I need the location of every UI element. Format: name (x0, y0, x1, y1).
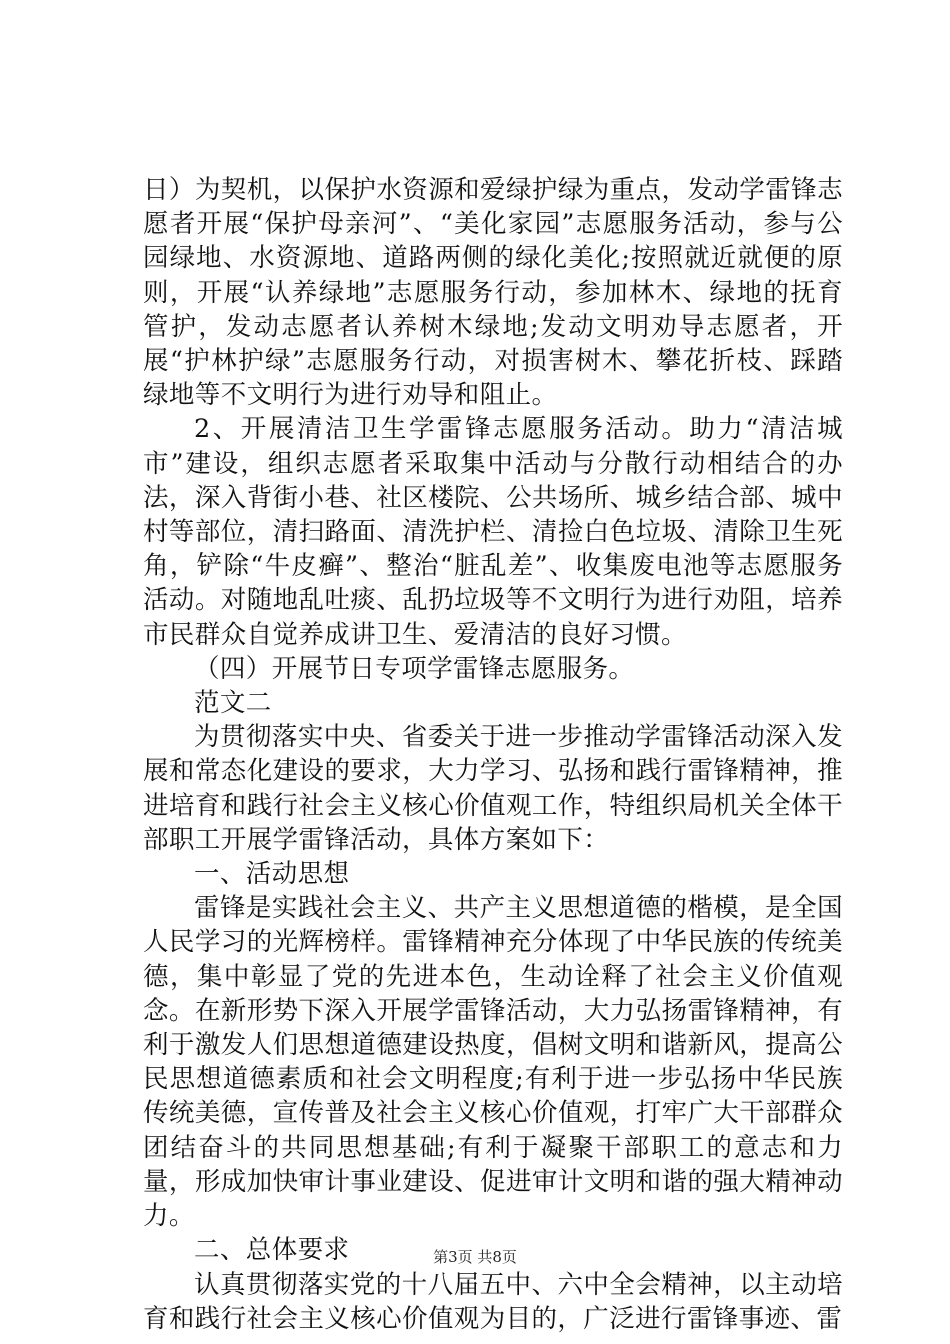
paragraph-intro: 为贯彻落实中央、省委关于进一步推动学雷锋活动深入发展和常态化建设的要求，大力学习、弘扬和践行雷锋精神，推进培育和践行社会主义核心价值观工作，特组织局机关全体干部职工开展学雷锋活动，具体方案如下： (143, 722, 843, 855)
heading-activity-thought: 一、活动思想 (194, 859, 350, 890)
paragraph-requirements: 认真贯彻落实党的十八届五中、六中全会精神，以主动培育和践行社会主义核心价值观为目的，广泛进行雷锋事迹、雷 (143, 1269, 843, 1334)
document-body (143, 173, 843, 1336)
paragraph-leifeng-spirit: 雷锋是实践社会主义、共产主义思想道德的楷模，是全国人民学习的光辉榜样。雷锋精神充分体现了中华民族的传统美德，集中彰显了党的先进本色，生动诠释了社会主义价值观念。在新形势下深入开展学雷锋活动，大力弘扬雷锋精神，有利于激发人们思想道德建设热度，倡树文明和谐新风，提高公民思想道德素质和社会文明程度;有利于进一步弘扬中华民族传统美德，宣传普及社会主义核心价值观，打牢广大干部群众团结奋斗的共同思想基础;有利于凝聚干部职工的意志和力量，形成加快审计事业建设、促进审计文明和谐的强大精神动力。 (143, 893, 843, 1232)
page-number-footer: 第3页 共8页 (433, 1248, 517, 1266)
paragraph-continuation: 日）为契机，以保护水资源和爱绿护绿为重点，发动学雷锋志愿者开展“保护母亲河”、“美化家园”志愿服务活动，参与公园绿地、水资源地、道路两侧的绿化美化;按照就近就便的原则，开展“认养绿地”志愿服务行动，参加林木、绿地的抚育管护，发动志愿者认养树木绿地;发动文明劝导志愿者，开展“护林护绿”志愿服务行动，对损害树木、攀花折枝、踩踏绿地等不文明行为进行劝导和阻止。 (143, 175, 843, 411)
paragraph-clean-activity: 2、开展清洁卫生学雷锋志愿服务活动。助力“清洁城市”建设，组织志愿者采取集中活动与分散行动相结合的办法，深入背街小巷、社区楼院、公共场所、城乡结合部、城中村等部位，清扫路面、清洗护栏、清捡白色垃圾、清除卫生死角，铲除“牛皮癣”、整治“脏乱差”、收集废电池等志愿服务活动。对随地乱吐痰、乱扔垃圾等不文明行为进行劝阻，培养市民群众自觉养成讲卫生、爱清洁的良好习惯。 (143, 414, 843, 650)
heading-sample-two: 范文二 (194, 688, 272, 719)
heading-holiday-service: （四）开展节日专项学雷锋志愿服务。 (194, 653, 635, 684)
heading-general-requirements: 二、总体要求 (194, 1235, 350, 1266)
